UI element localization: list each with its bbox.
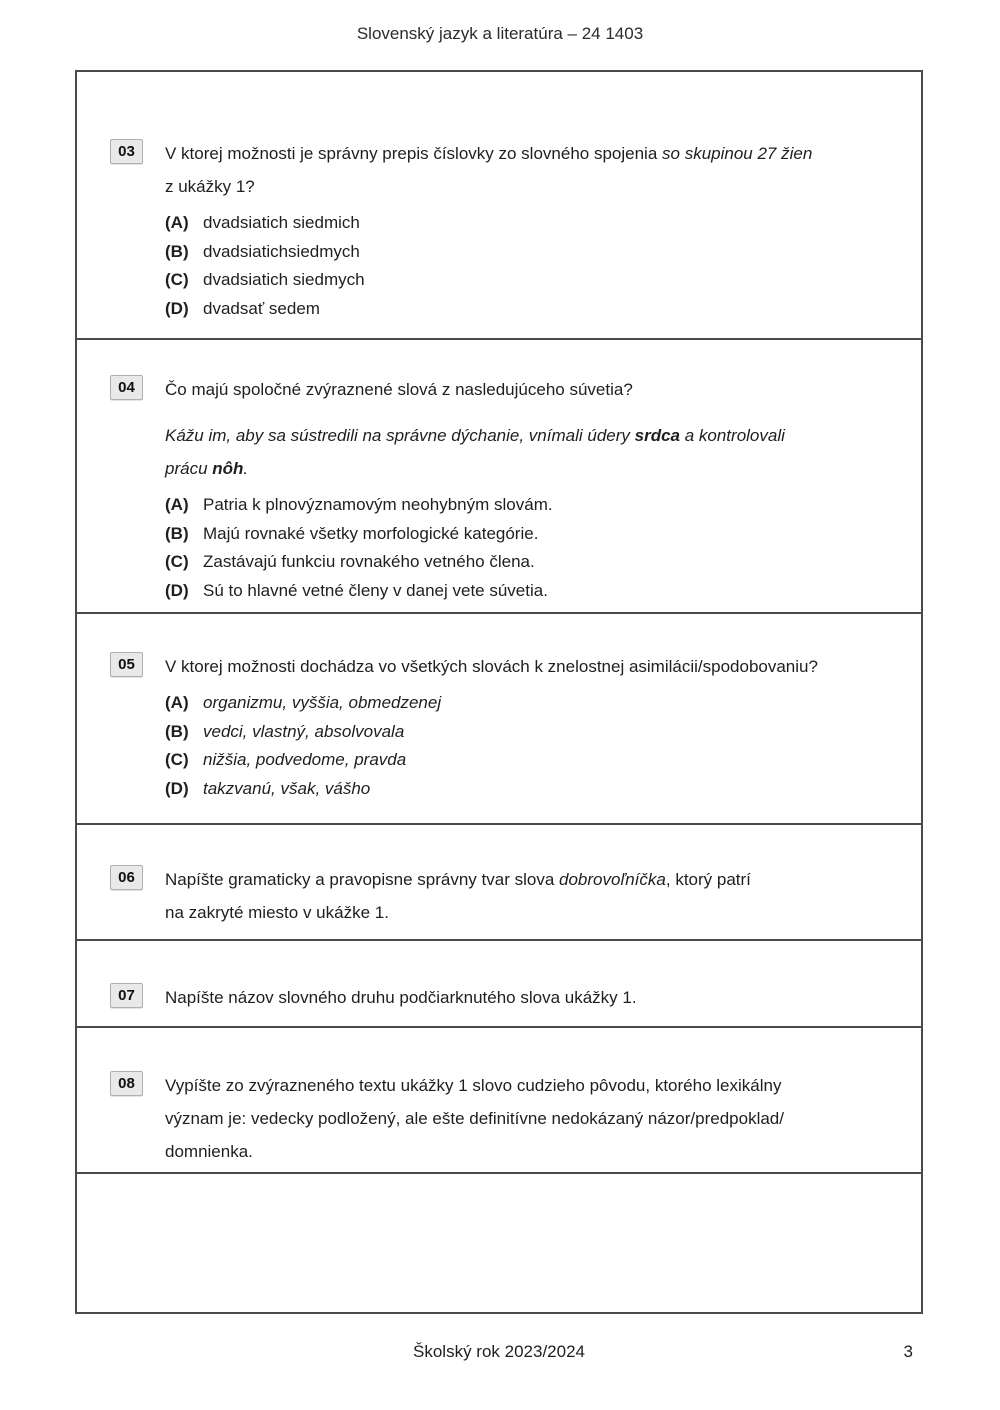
text-segment: význam je: vedecky podložený, ale ešte definitívne nedokázaný názor/predpoklad/ — [165, 1109, 784, 1128]
text-segment: srdca — [634, 426, 680, 445]
text-segment: a kontrolovali — [680, 426, 785, 445]
option-letter: (D) — [165, 778, 189, 798]
option-text: takzvanú, však, vášho — [203, 778, 371, 798]
text-segment: V ktorej možnosti je správny prepis číslovky zo slovného spojenia — [165, 144, 663, 163]
option-text: dvadsiatich siedmych — [203, 270, 365, 289]
question-section-04 — [77, 340, 921, 614]
option-letter: (C) — [165, 750, 189, 769]
option-letter: (C) — [165, 552, 189, 571]
option-row — [165, 295, 812, 324]
option-letter: (D) — [165, 298, 189, 318]
options-list — [165, 491, 785, 605]
option-row — [165, 209, 812, 238]
text-segment: Kážu im, aby sa sústredili na správne dýchanie, vnímali údery — [165, 426, 635, 445]
text-segment: dobrovoľníčka — [559, 870, 666, 889]
text-segment: z ukážky 1? — [165, 177, 255, 196]
option-letter: (B) — [165, 721, 189, 741]
option-row — [165, 689, 818, 718]
option-letter: (B) — [165, 523, 189, 543]
text-segment: Vypíšte zo zvýrazneného textu ukážky 1 slovo cudzieho pôvodu, ktorého lexikálny — [165, 1076, 782, 1095]
question-number-badge: 06 — [110, 865, 143, 890]
question-section-06 — [77, 825, 921, 941]
option-text: dvadsiatich siedmich — [203, 213, 360, 232]
question-number-badge: 04 — [110, 375, 143, 400]
question-stem — [165, 981, 637, 1014]
option-letter: (A) — [165, 495, 189, 514]
option-text: dvadsať sedem — [203, 298, 320, 318]
option-row — [165, 577, 785, 606]
option-letter: (C) — [165, 270, 189, 289]
option-text: dvadsiatichsiedmych — [203, 241, 360, 261]
option-row — [165, 520, 785, 549]
text-segment: Napíšte názov slovného druhu podčiarknutého slova ukážky 1. — [165, 988, 637, 1007]
text-segment: Čo majú spoločné zvýraznené slová z nasledujúceho súvetia? — [165, 380, 633, 399]
text-segment: prácu — [165, 459, 213, 478]
text-segment: domnienka. — [165, 1142, 253, 1161]
page-header-title: Slovenský jazyk a literatúra – 24 1403 — [356, 24, 644, 43]
option-text: organizmu, vyššia, obmedzenej — [203, 693, 442, 712]
option-row — [165, 548, 785, 577]
question-number-badge: 03 — [110, 139, 143, 164]
empty-answer-section — [77, 1174, 921, 1312]
page-footer — [75, 1342, 923, 1362]
option-row — [165, 266, 812, 295]
question-section-05 — [77, 614, 921, 825]
text-segment: na zakryté miesto v ukážke 1. — [165, 903, 389, 922]
question-stem — [165, 1069, 784, 1168]
text-segment: nôh — [212, 459, 244, 478]
option-row — [165, 775, 818, 804]
option-text: vedci, vlastný, absolvovala — [203, 721, 405, 741]
option-row — [165, 718, 818, 747]
text-segment: V ktorej možnosti dochádza vo všetkých slovách k znelostnej asimilácii/spodobovaniu? — [165, 657, 818, 676]
question-number-badge: 07 — [110, 983, 143, 1008]
question-passage — [165, 419, 785, 485]
text-segment: Napíšte gramaticky a pravopisne správny tvar slova — [165, 870, 560, 889]
question-stem — [165, 863, 751, 929]
question-section-07 — [77, 941, 921, 1028]
text-segment: . — [243, 459, 249, 478]
option-letter: (D) — [165, 580, 189, 600]
options-list — [165, 689, 818, 803]
question-number-badge: 08 — [110, 1071, 143, 1096]
question-section-08 — [77, 1028, 921, 1174]
question-section-03 — [77, 72, 921, 340]
option-row — [165, 746, 818, 775]
option-row — [165, 238, 812, 267]
text-segment: so skupinou 27 žien — [662, 144, 813, 163]
options-list — [165, 209, 812, 323]
option-text: nižšia, podvedome, pravda — [203, 750, 407, 769]
question-stem — [165, 650, 818, 683]
question-number-badge: 05 — [110, 652, 143, 677]
question-stem — [165, 373, 785, 406]
questions-table — [75, 70, 923, 1314]
option-row — [165, 491, 785, 520]
text-segment: , ktorý patrí — [665, 870, 751, 889]
footer-page-number: 3 — [903, 1342, 913, 1361]
option-letter: (B) — [165, 241, 189, 261]
option-text: Patria k plnovýznamovým neohybným slovám. — [203, 495, 553, 514]
option-letter: (A) — [165, 213, 189, 232]
option-letter: (A) — [165, 693, 189, 712]
option-text: Sú to hlavné vetné členy v danej vete súvetia. — [203, 580, 548, 600]
question-stem — [165, 137, 812, 203]
option-text: Zastávajú funkciu rovnakého vetného člena. — [203, 552, 535, 571]
footer-school-year: Školský rok 2023/2024 — [413, 1342, 585, 1361]
option-text: Majú rovnaké všetky morfologické kategórie. — [203, 523, 539, 543]
